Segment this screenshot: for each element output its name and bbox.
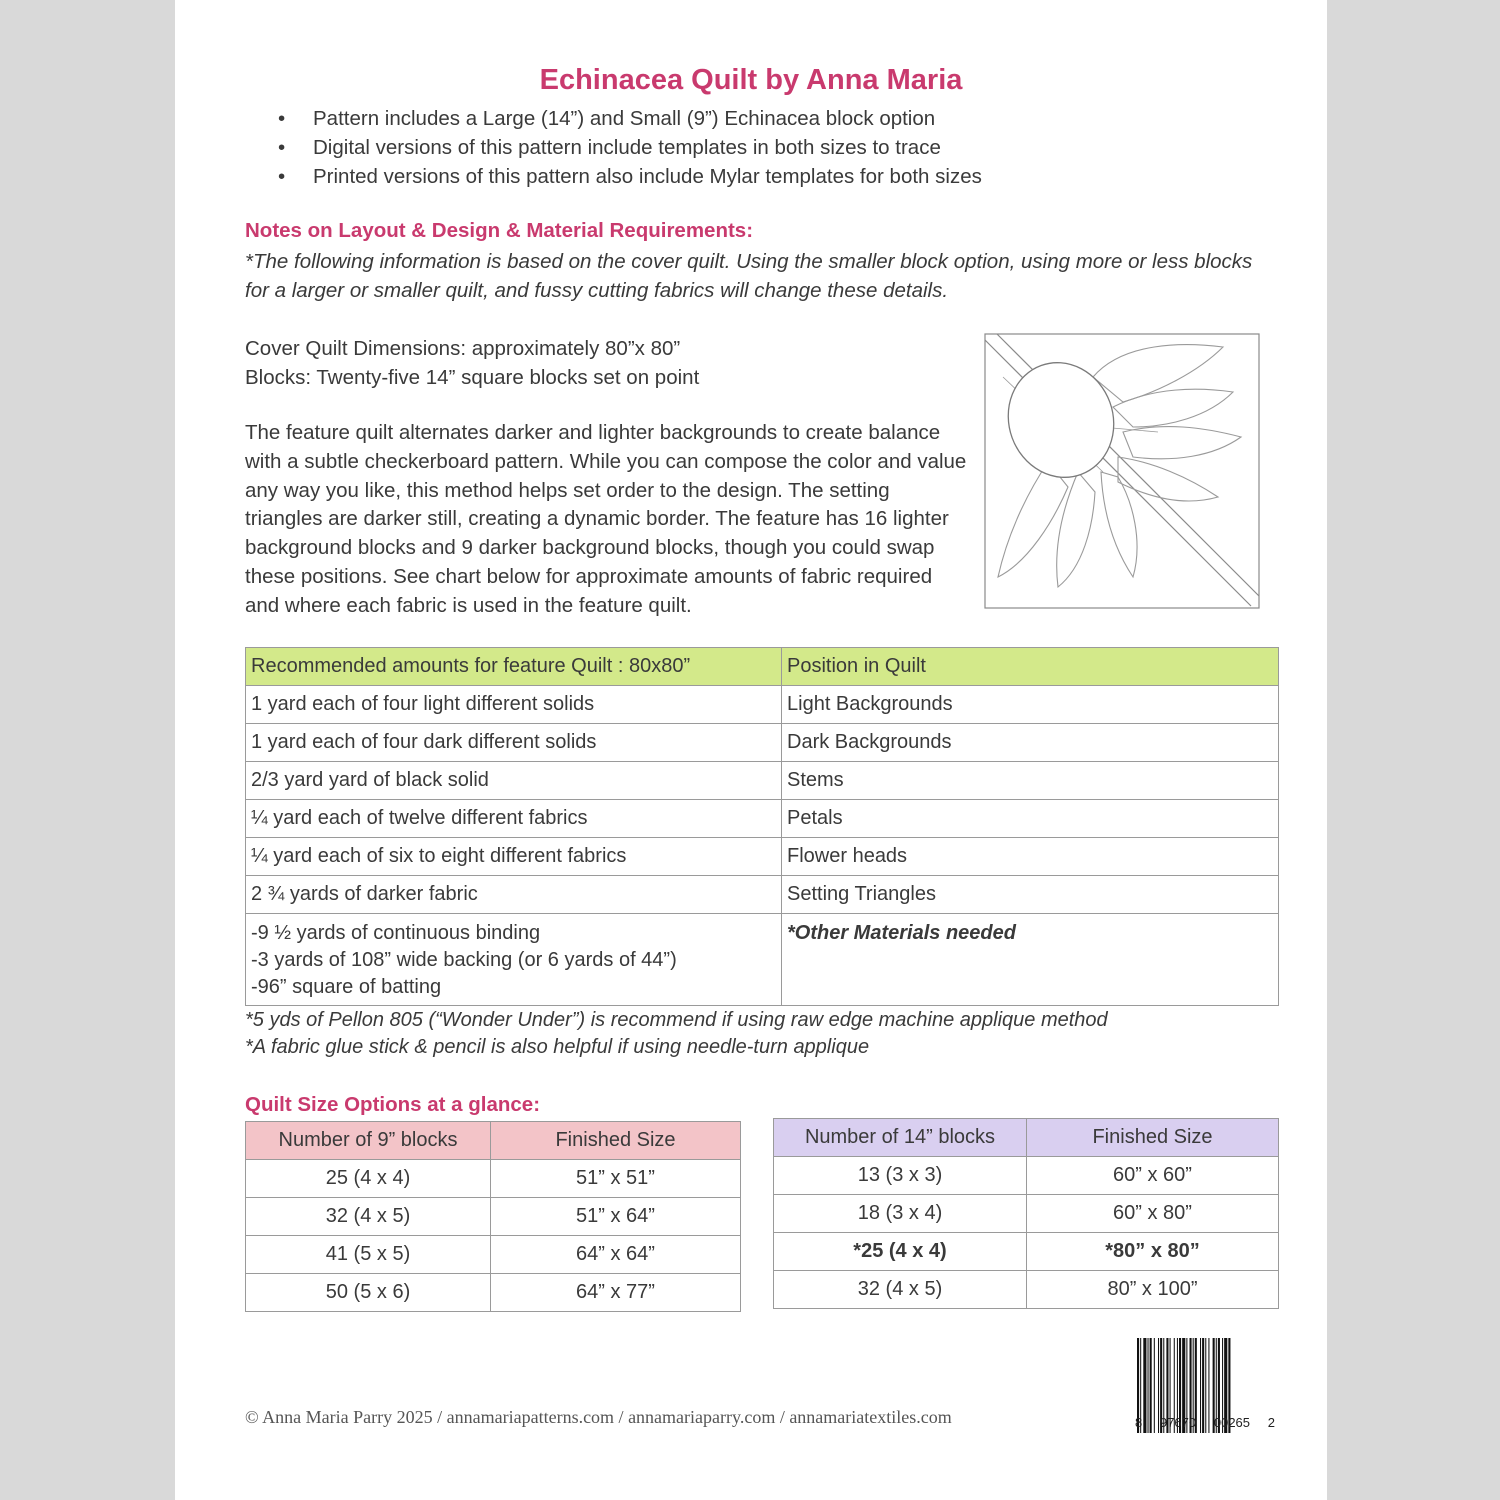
- materials-header-amount: Recommended amounts for feature Quilt : 80x80”: [246, 648, 782, 686]
- position-cell: Stems: [782, 762, 1279, 800]
- block-count-cell: 18 (3 x 4): [774, 1195, 1027, 1233]
- page-title: Echinacea Quilt by Anna Maria: [539, 64, 963, 96]
- blocks-line: Blocks: Twenty-five 14” square blocks set on point: [245, 366, 700, 389]
- extra-notes: [245, 1007, 1108, 1061]
- table-row: [246, 724, 1279, 762]
- table-row: [246, 876, 1279, 914]
- amount-cell: 2 ¾ yards of darker fabric: [246, 876, 782, 914]
- block-count-cell: *25 (4 x 4): [774, 1233, 1027, 1271]
- other-materials-label: *Other Materials needed: [782, 914, 1279, 1006]
- block-count-cell: 13 (3 x 3): [774, 1157, 1027, 1195]
- table-row-highlighted: [774, 1233, 1279, 1271]
- large-size-header-row: [774, 1119, 1279, 1157]
- large-block-size-table: [773, 1118, 1279, 1309]
- barcode-digit-group: 2: [1267, 1415, 1275, 1430]
- bullet-item: • Pattern includes a Large (14”) and Small (9”) Echinacea block option: [278, 104, 982, 133]
- barcode-digits: [1135, 1415, 1275, 1430]
- small-header-size: Finished Size: [491, 1122, 741, 1160]
- position-cell: Petals: [782, 800, 1279, 838]
- finished-size-cell: 80” x 100”: [1027, 1271, 1279, 1309]
- table-row: [246, 838, 1279, 876]
- position-cell: Flower heads: [782, 838, 1279, 876]
- title-container: [175, 64, 1327, 97]
- table-row: [774, 1271, 1279, 1309]
- other-material-line: -9 ½ yards of continuous binding: [251, 922, 541, 944]
- materials-table: [245, 647, 1279, 1006]
- amount-cell: ¼ yard each of twelve different fabrics: [246, 800, 782, 838]
- dimensions-line: Cover Quilt Dimensions: approximately 80”x 80”: [245, 337, 681, 360]
- barcode-digit-group: 97670: [1159, 1415, 1197, 1430]
- table-row: [246, 1198, 741, 1236]
- table-row: [246, 762, 1279, 800]
- finished-size-cell: 51” x 51”: [491, 1160, 741, 1198]
- large-header-size: Finished Size: [1027, 1119, 1279, 1157]
- block-count-cell: 32 (4 x 5): [774, 1271, 1027, 1309]
- echinacea-block-illustration: [983, 332, 1261, 610]
- extra-note: *A fabric glue stick & pencil is also helpful if using needle-turn applique: [245, 1036, 870, 1058]
- size-options-heading: Quilt Size Options at a glance:: [245, 1093, 541, 1116]
- bullet-item: • Printed versions of this pattern also include Mylar templates for both sizes: [278, 162, 982, 191]
- amount-cell: 1 yard each of four light different solids: [246, 686, 782, 724]
- small-header-count: Number of 9” blocks: [246, 1122, 491, 1160]
- extra-note: *5 yds of Pellon 805 (“Wonder Under”) is recommend if using raw edge machine applique method: [245, 1009, 1108, 1031]
- bullet-text: Printed versions of this pattern also include Mylar templates for both sizes: [313, 165, 982, 188]
- bullet-text: Pattern includes a Large (14”) and Small (9”) Echinacea block option: [313, 107, 936, 130]
- table-row: [774, 1157, 1279, 1195]
- block-count-cell: 50 (5 x 6): [246, 1274, 491, 1312]
- amount-cell: 1 yard each of four dark different solids: [246, 724, 782, 762]
- table-row: [246, 914, 1279, 1006]
- finished-size-cell: 64” x 77”: [491, 1274, 741, 1312]
- bullet-text: Digital versions of this pattern include templates in both sizes to trace: [313, 136, 941, 159]
- table-row: [246, 1274, 741, 1312]
- large-header-count: Number of 14” blocks: [774, 1119, 1027, 1157]
- other-material-line: -3 yards of 108” wide backing (or 6 yards of 44”): [251, 949, 677, 971]
- feature-bullets: [278, 104, 982, 191]
- amount-cell: ¼ yard each of six to eight different fabrics: [246, 838, 782, 876]
- block-count-cell: 32 (4 x 5): [246, 1198, 491, 1236]
- block-count-cell: 25 (4 x 4): [246, 1160, 491, 1198]
- dimensions-block: [245, 334, 699, 392]
- layout-paragraph: The feature quilt alternates darker and lighter backgrounds to create balance with a subtle checkerboard pattern. While you can compose the color and value any way you like, this method helps set order to the design. The setting triangles are darker still, creating a dynamic border. The feature has 16 lighter background blocks and 9 darker background blocks, though you could swap these positions. See chart below for approximate amounts of fabric required and where each fabric is used in the feature quilt.: [245, 421, 967, 617]
- barcode-digit-group: 00265: [1213, 1415, 1251, 1430]
- barcode-digit-group: 8: [1135, 1415, 1143, 1430]
- finished-size-cell: 60” x 60”: [1027, 1157, 1279, 1195]
- table-row: [246, 1236, 741, 1274]
- position-cell: Setting Triangles: [782, 876, 1279, 914]
- table-row: [246, 800, 1279, 838]
- position-cell: Dark Backgrounds: [782, 724, 1279, 762]
- amount-cell: 2/3 yard yard of black solid: [246, 762, 782, 800]
- bullet-item: • Digital versions of this pattern include templates in both sizes to trace: [278, 133, 982, 162]
- small-size-header-row: [246, 1122, 741, 1160]
- other-materials-list: [246, 914, 782, 1006]
- notes-italic: *The following information is based on the cover quilt. Using the smaller block option, using more or less blocks for a larger or smaller quilt, and fussy cutting fabrics will change these details.: [245, 250, 1253, 302]
- table-row: [246, 1160, 741, 1198]
- notes-heading: Notes on Layout & Design & Material Requirements:: [245, 219, 754, 242]
- finished-size-cell: 60” x 80”: [1027, 1195, 1279, 1233]
- block-count-cell: 41 (5 x 5): [246, 1236, 491, 1274]
- position-cell: Light Backgrounds: [782, 686, 1279, 724]
- finished-size-cell: 64” x 64”: [491, 1236, 741, 1274]
- table-row: [246, 686, 1279, 724]
- other-material-line: -96” square of batting: [251, 976, 442, 998]
- finished-size-cell: 51” x 64”: [491, 1198, 741, 1236]
- table-row: [774, 1195, 1279, 1233]
- materials-header-position: Position in Quilt: [782, 648, 1279, 686]
- copyright-footer: © Anna Maria Parry 2025 / annamariapatterns.com / annamariaparry.com / annamariatextiles.com: [245, 1407, 952, 1427]
- finished-size-cell: *80” x 80”: [1027, 1233, 1279, 1271]
- small-block-size-table: [245, 1121, 741, 1312]
- materials-header-row: [246, 648, 1279, 686]
